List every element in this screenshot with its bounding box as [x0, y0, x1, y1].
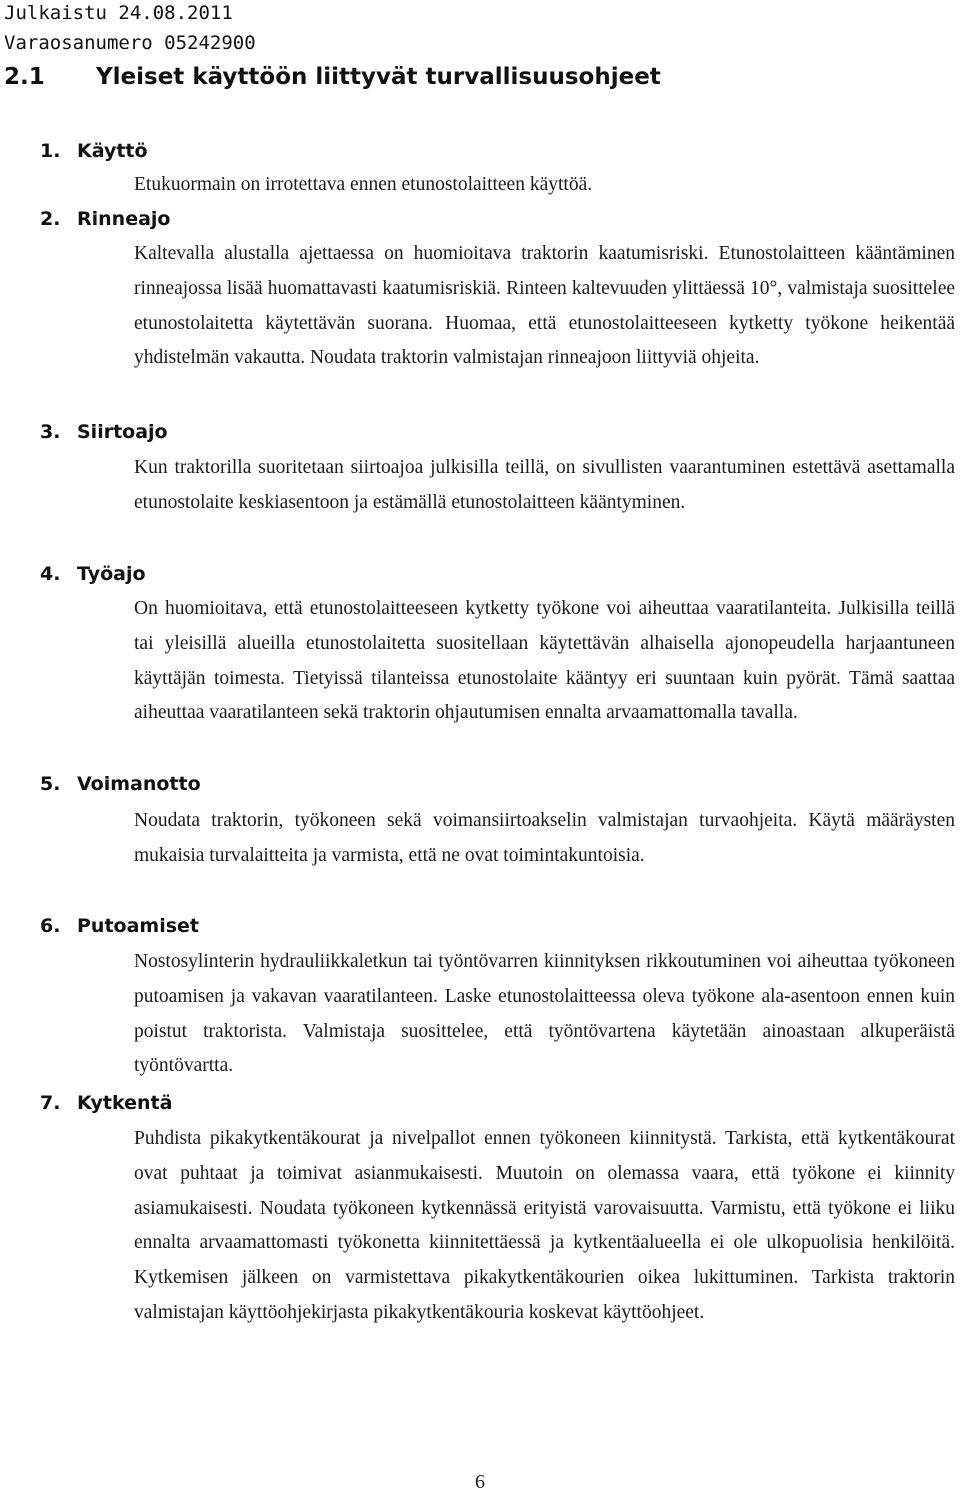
- item-heading-kaytto: [40, 137, 148, 165]
- item-text-rinneajo: Kaltevalla alustalla ajettaessa on huomioitava traktorin kaatumisriski. Etunostolaitteen kääntäminen rinneajossa lisää huomattavasti kaatumisriskiä. Rinteen kaltevuuden ylittäessä 10°, valmistaja suosittelee etunostolaitetta käytettävän suorana. Huomaa, että etunostolaitteeseen kytketty työkone heikentää yhdistelmän vakautta. Noudata traktorin valmistajan rinneajoon liittyviä ohjeita.: [134, 243, 955, 369]
- item-heading-putoamiset: [40, 912, 199, 940]
- item-number: 5.: [40, 773, 61, 795]
- item-heading-tyoajo: [40, 560, 146, 588]
- item-heading-kytkenta: [40, 1089, 172, 1117]
- section-title: Yleiset käyttöön liittyvät turvallisuusohjeet: [96, 64, 661, 90]
- item-text-kytkenta: Puhdista pikakytkentäkourat ja nivelpallot ennen työkoneen kiinnitystä. Tarkista, että kytkentäkourat ovat puhtaat ja toimivat asianmukaisesti. Muutoin on olemassa vaara, että työkone ei kiinnity asiamukaisesti. Noudata työkoneen kytkennässä erityistä varovaisuutta. Varmistu, että työkone ei liiku ennalta arvaamattomasti työkonetta kiinnitettäessä ja kytkentäalueella ei ole ulkopuolisia henkilöitä. Kytkemisen jälkeen on varmistettava pikakytkentäkourien oikea lukittuminen. Tarkista traktorin valmistajan käyttöohjekirjasta pikakytkentäkouria koskevat käyttöohjeet.: [134, 1128, 955, 1323]
- item-heading-siirtoajo: [40, 418, 168, 446]
- part-number: Varaosanumero 05242900: [4, 32, 256, 54]
- item-text-tyoajo: On huomioitava, että etunostolaitteeseen kytketty työkone voi aiheuttaa vaaratilanteita. Julkisilla teillä tai yleisillä alueilla etunostolaitetta suositellaan käytettävän alhaisella ajonopeudella harjaantuneen käyttäjän toimesta. Tietyissä tilanteissa etunostolaite kääntyy eri suuntaan kuin pyörät. Tämä saattaa aiheuttaa vaaratilanteen sekä traktorin ohjautumisen ennalta arvaamattomalla tavalla.: [134, 598, 955, 724]
- item-number: 1.: [40, 140, 61, 162]
- item-number: 2.: [40, 208, 61, 230]
- item-title: Käyttö: [77, 140, 148, 162]
- item-number: 3.: [40, 421, 61, 443]
- item-title: Kytkentä: [77, 1092, 173, 1114]
- publication-date: Julkaistu 24.08.2011: [4, 2, 233, 24]
- item-title: Siirtoajo: [77, 421, 168, 443]
- item-title: Putoamiset: [77, 915, 199, 937]
- item-heading-voimanotto: [40, 770, 201, 798]
- item-title: Rinneajo: [77, 208, 171, 230]
- item-number: 4.: [40, 563, 61, 585]
- item-text-voimanotto: Noudata traktorin, työkoneen sekä voimansiirtoakselin valmistajan turvaohjeita. Käytä määräysten mukaisia turvalaitteita ja varmista, että ne ovat toimintakuntoisia.: [134, 810, 955, 866]
- item-text-kaytto: Etukuormain on irrotettava ennen etunostolaitteen käyttöä.: [134, 174, 593, 195]
- item-text-putoamiset: Nostosylinterin hydrauliikkaletkun tai työntövarren kiinnityksen rikkoutuminen voi aiheuttaa työkoneen putoamisen ja vakavan vaaratilanteen. Laske etunostolaitteessa oleva työkone ala-asentoon ennen kuin poistut traktorista. Valmistaja suosittelee, että työntövartena käytetään ainoastaan alkuperäistä työntövartta.: [134, 951, 955, 1077]
- section-heading: [4, 62, 661, 92]
- item-heading-rinneajo: [40, 205, 170, 233]
- item-text-siirtoajo: Kun traktorilla suoritetaan siirtoajoa julkisilla teillä, on sivullisten vaarantuminen estettävä asettamalla etunostolaite keskiasentoon ja estämällä etunostolaitteen kääntyminen.: [134, 457, 955, 513]
- section-number: 2.1: [4, 64, 45, 90]
- page-number: 6: [475, 1471, 485, 1493]
- item-number: 6.: [40, 915, 61, 937]
- item-number: 7.: [40, 1092, 61, 1114]
- item-title: Työajo: [77, 563, 146, 585]
- item-title: Voimanotto: [77, 773, 201, 795]
